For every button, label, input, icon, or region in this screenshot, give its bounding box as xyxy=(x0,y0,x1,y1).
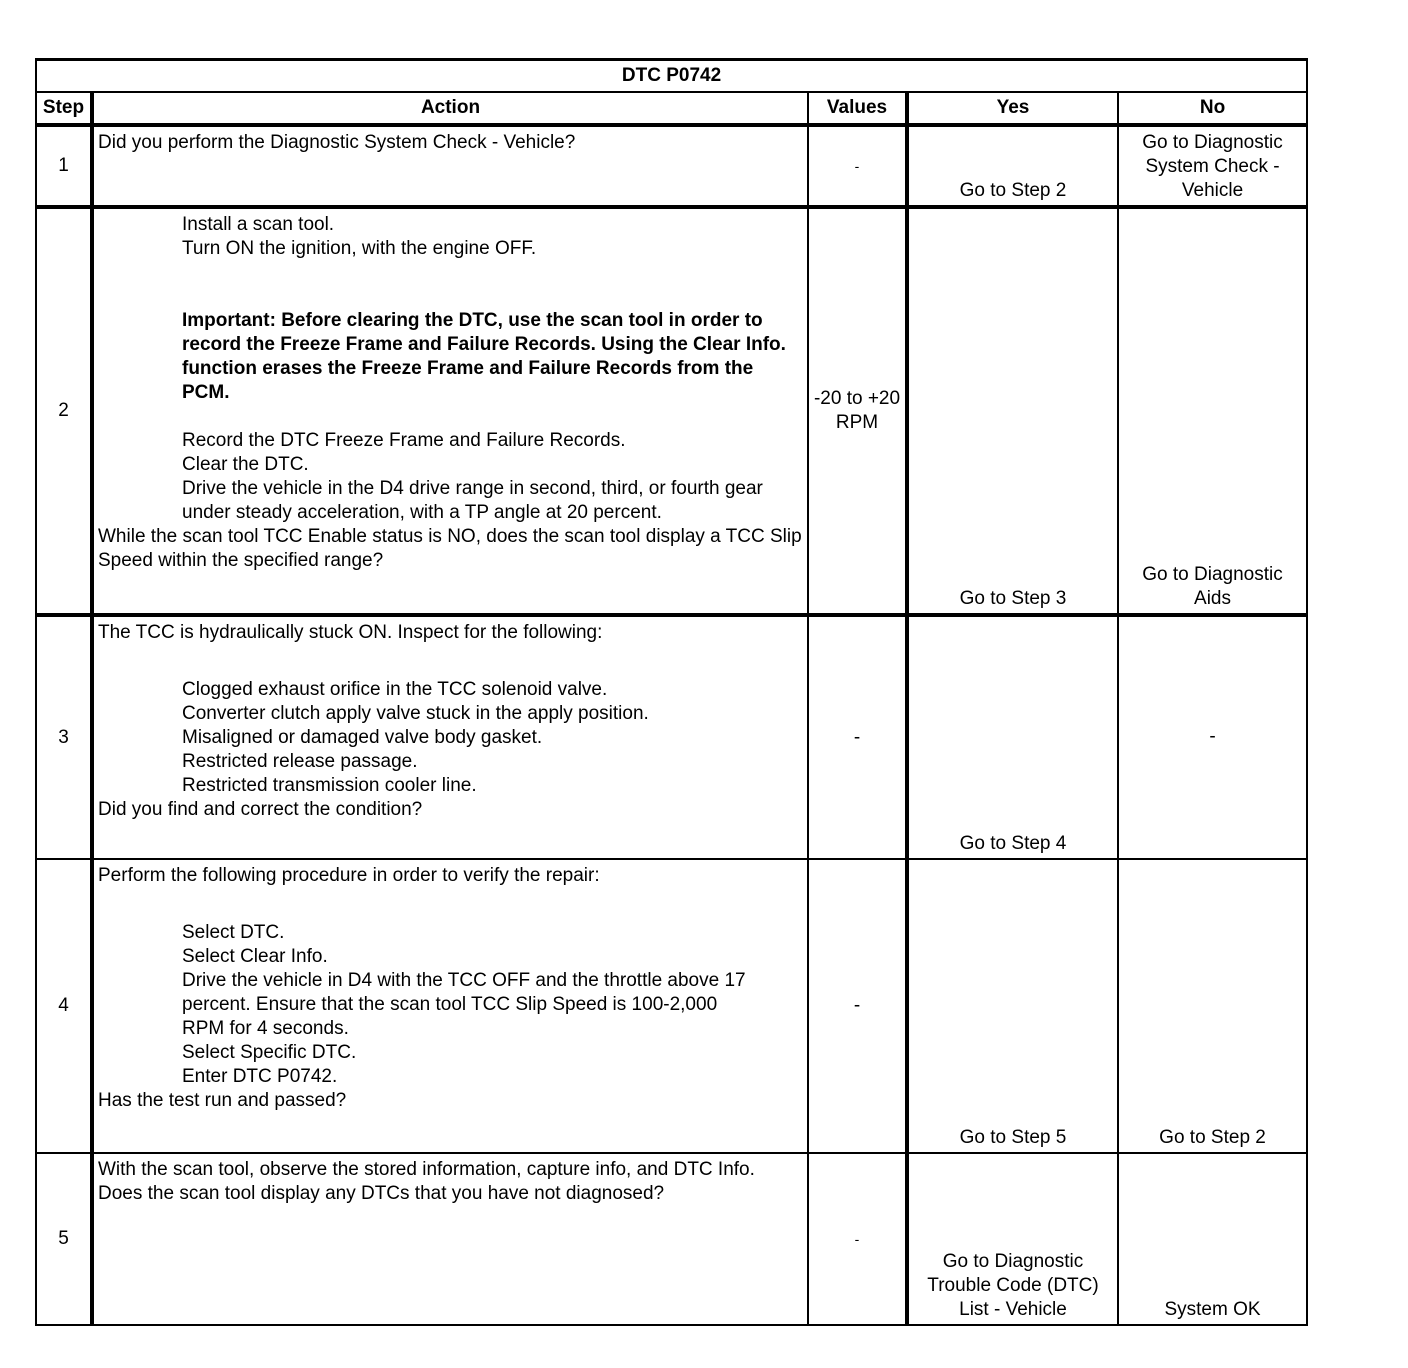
action-question: Does the scan tool display any DTCs that you have not diagnosed? xyxy=(98,1183,665,1204)
no-cell: Go to Diagnostic System Check - Vehicle xyxy=(1118,125,1307,207)
yes-cell: Go to Step 4 xyxy=(907,615,1118,859)
list-item: Clogged exhaust orifice in the TCC solenoid valve. xyxy=(182,679,608,700)
table-row-step-5 xyxy=(36,1153,1307,1325)
action-cell xyxy=(92,615,808,859)
dtc-procedure-table xyxy=(35,58,1308,1326)
list-item: Drive the vehicle in the D4 drive range in second, third, or fourth gear under steady acceleration, with a TP angle at 20 percent. xyxy=(182,478,763,523)
step-number: 4 xyxy=(36,859,92,1153)
no-cell: - xyxy=(1118,615,1307,859)
step-number: 3 xyxy=(36,615,92,859)
list-item: Converter clutch apply valve stuck in the apply position. xyxy=(182,703,649,724)
action-cell xyxy=(92,859,808,1153)
action-intro: The TCC is hydraulically stuck ON. Inspect for the following: xyxy=(98,622,603,643)
dtc-procedure-table-container xyxy=(35,58,1306,1326)
action-list xyxy=(98,921,803,1089)
step-number: 5 xyxy=(36,1153,92,1325)
yes-cell: Go to Step 3 xyxy=(907,207,1118,615)
yes-cell: Go to Diagnostic Trouble Code (DTC) List - Vehicle xyxy=(907,1153,1118,1325)
values-cell: - xyxy=(808,859,907,1153)
list-item: Select DTC. xyxy=(182,922,285,943)
action-question: While the scan tool TCC Enable status is NO, does the scan tool display a TCC Slip Speed within the specified range? xyxy=(98,526,802,571)
action-cell xyxy=(92,125,808,207)
step-number: 2 xyxy=(36,207,92,615)
list-item: Clear the DTC. xyxy=(182,454,309,475)
action-list xyxy=(98,429,803,525)
yes-cell: Go to Step 2 xyxy=(907,125,1118,207)
table-row-step-3 xyxy=(36,615,1307,859)
values-cell: -20 to +20 RPM xyxy=(808,207,907,615)
list-item: Install a scan tool. xyxy=(182,214,335,235)
table-row-step-2 xyxy=(36,207,1307,615)
header-no: No xyxy=(1118,92,1307,125)
important-note: Important: Before clearing the DTC, use the scan tool in order to record the Freeze Frame and Failure Records. Using the Clear Info. function erases the Freeze Frame and Failure Records from the PCM. xyxy=(182,310,786,403)
list-item: Restricted transmission cooler line. xyxy=(182,775,477,796)
header-values: Values xyxy=(808,92,907,125)
list-item: Enter DTC P0742. xyxy=(182,1066,338,1087)
action-text: Did you perform the Diagnostic System Check - Vehicle? xyxy=(98,132,576,153)
list-item: Select Clear Info. xyxy=(182,946,328,967)
yes-cell: Go to Step 5 xyxy=(907,859,1118,1153)
list-item: Misaligned or damaged valve body gasket. xyxy=(182,727,543,748)
header-step: Step xyxy=(36,92,92,125)
action-list xyxy=(98,678,803,798)
action-intro: With the scan tool, observe the stored information, capture info, and DTC Info. xyxy=(98,1159,755,1180)
header-action: Action xyxy=(92,92,808,125)
no-cell: Go to Diagnostic Aids xyxy=(1118,207,1307,615)
step-number: 1 xyxy=(36,125,92,207)
action-cell xyxy=(92,1153,808,1325)
values-cell: - xyxy=(808,615,907,859)
header-yes: Yes xyxy=(907,92,1118,125)
list-item: Drive the vehicle in D4 with the TCC OFF and the throttle above 17 percent. Ensure that the scan tool TCC Slip Speed is 100-2,000 RPM for 4 seconds. xyxy=(182,970,746,1039)
list-item: Restricted release passage. xyxy=(182,751,418,772)
action-cell xyxy=(92,207,808,615)
table-title: DTC P0742 xyxy=(36,60,1307,93)
no-cell: System OK xyxy=(1118,1153,1307,1325)
action-list xyxy=(98,213,803,261)
list-item: Select Specific DTC. xyxy=(182,1042,357,1063)
values-cell: - xyxy=(808,125,907,207)
table-row-step-4 xyxy=(36,859,1307,1153)
values-cell: - xyxy=(808,1153,907,1325)
no-cell: Go to Step 2 xyxy=(1118,859,1307,1153)
list-item: Turn ON the ignition, with the engine OFF. xyxy=(182,238,537,259)
action-question: Did you find and correct the condition? xyxy=(98,799,423,820)
action-intro: Perform the following procedure in order to verify the repair: xyxy=(98,865,600,886)
list-item: Record the DTC Freeze Frame and Failure Records. xyxy=(182,430,626,451)
table-row-step-1 xyxy=(36,125,1307,207)
action-question: Has the test run and passed? xyxy=(98,1090,347,1111)
header-row xyxy=(36,92,1307,125)
